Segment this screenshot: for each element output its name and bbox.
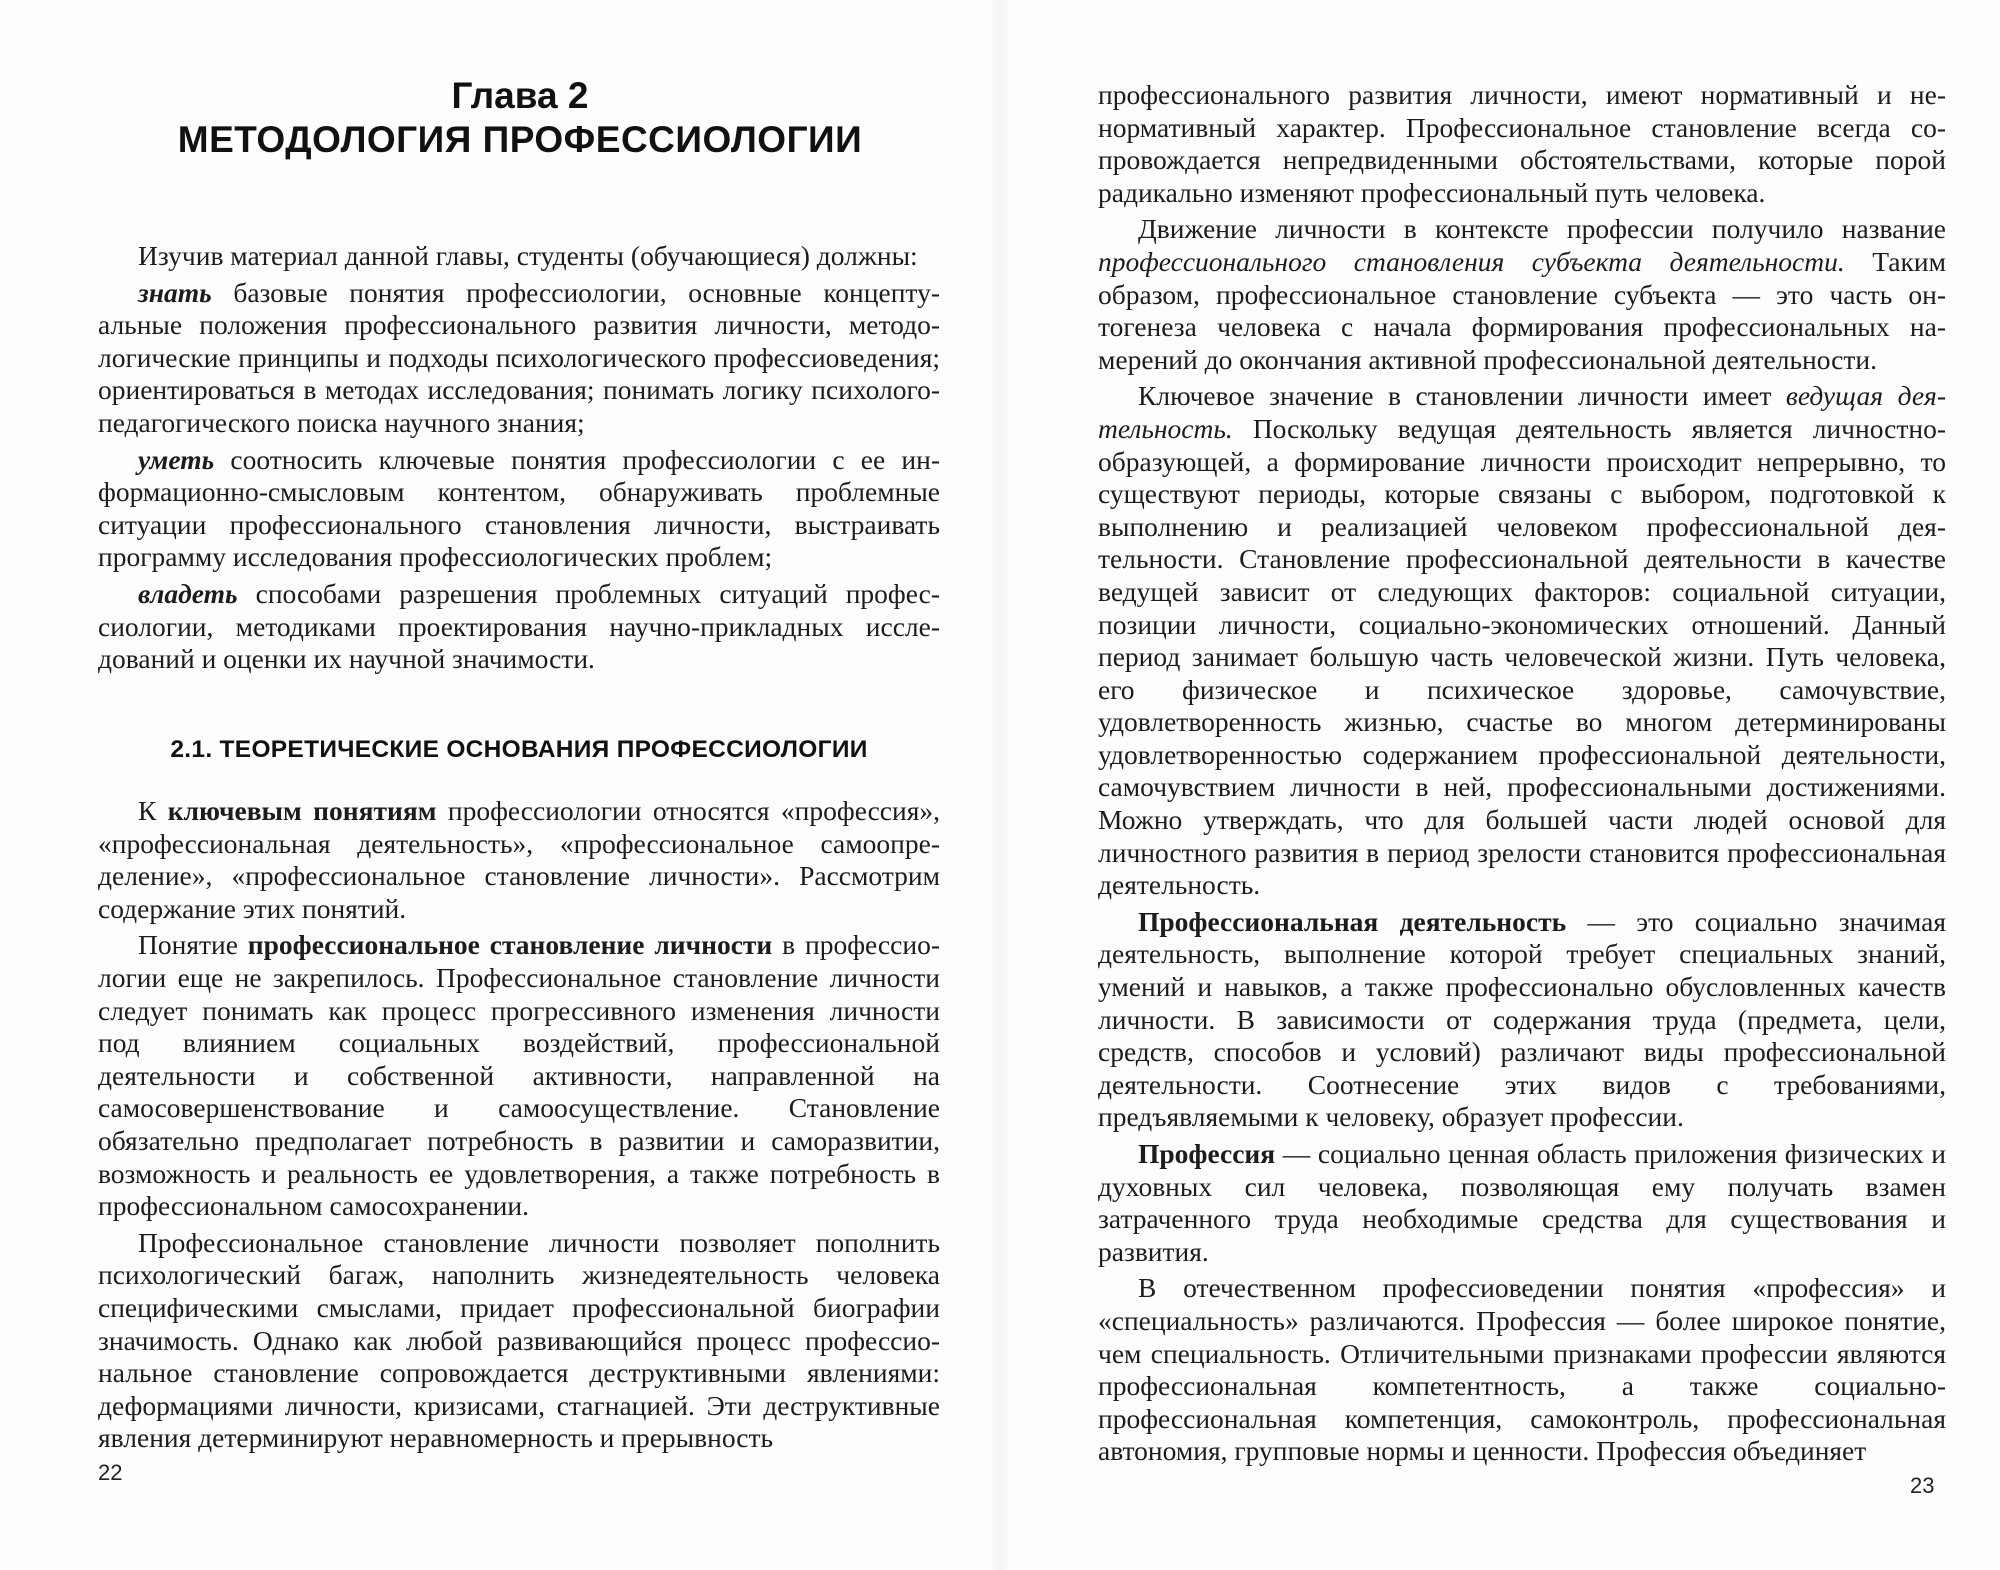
objective-own-text: способами разрешения проблемных ситуаций профессиологии, методиками проектирования научно-прикладных исследований и оценки их научной значимости. (98, 577, 940, 675)
term-professional-formation: профессиональное становление личности (247, 929, 773, 961)
objective-own (98, 578, 940, 676)
section-title: 2.1. ТЕОРЕТИЧЕСКИЕ ОСНОВАНИЯ ПРОФЕССИОЛОГИИ (170, 736, 868, 763)
paragraph-subject-formation-post: Таким образом, профессиональное становление субъекта — это часть онтогенеза человека с начала формирования профессиональных намерений до окончания активной профессиональной деятельности. (1098, 245, 1946, 375)
paragraph-key-concepts (98, 795, 940, 925)
paragraph-continuation: профессионального развития личности, имеют нормативный и ненормативный характер. Профессиональное становление всегда сопровождается непредвиденными обстоятельствами, которые порой радикально изменяют профессиональный путь человека. (1098, 79, 1946, 208)
objectives-intro: Изучив материал данной главы, студенты (обучающиеся) должны: (138, 240, 918, 271)
page-number-left: 22 (98, 1460, 123, 1485)
term-leading-activity: ведущая деятельность. (1098, 380, 1946, 444)
paragraph-leading-activity-pre: Ключевое значение в становлении личности имеет (1138, 380, 1786, 412)
objective-know-term: знать (138, 276, 212, 308)
paragraph-subject-formation-pre: Движение личности в контексте профессии получило название (1138, 213, 1946, 245)
chapter-label: Глава 2 (451, 75, 589, 116)
left-body-text (98, 795, 940, 1459)
term-professional-activity: Профессиональная деятельность (1138, 905, 1567, 937)
paragraph-formation-post: в профессиологии еще не закрепилось. Профессиональное становление личности следует понимать как процесс прогрессивного изменения личности под влиянием социальных воздействий, профессиональной деятельности и собственной активности, направленной на самосовершенствование и самоосуществление. Становление обязательно предполагает потребность в развитии и саморазвитии, возможность и реальность ее удовлетворения, а также потребность в профессиональном самосохранении. (98, 929, 940, 1222)
paragraph-professional-activity (1098, 906, 1946, 1134)
objective-can-text: соотносить ключевые понятия профессиологии с ее информационно-смысловым контентом, обнаруживать проблемные ситуации профессионального становления личности, выстраивать программу исследования профессиологических проблем; (98, 443, 940, 573)
paragraph-leading-activity (1098, 380, 1946, 902)
paragraph-formation-pre: Понятие (138, 929, 248, 961)
paragraph-destructive: Профессиональное становление личности позволяет пополнить психологический багаж, наполнить жизнедеятельность человека специфическими смыслами, придает профессиональной биографии значимость. Однако как любой развивающийся процесс профессиональное становление сопровождается деструктивными явлениями: деформациями личности, кризисами, стагнацией. Эти деструктивные явления детерминируют неравномерность и прерывность (98, 1226, 940, 1454)
paragraph-profession-vs-specialty: В отечественном профессиоведении понятия «профессия» и «специальность» различаются. Профессия — более широкое понятие, чем специальность. Отличительными признаками профессии являются профессиональная компетентность, а также социально-профессиональная компетенция, самоконтроль, профессиональная автономия, групповые нормы и ценности. Профессия объединяет (1098, 1272, 1946, 1467)
term-key-concepts: ключевым понятиям (167, 795, 437, 826)
objective-know-text: базовые понятия профессиологии, основные концептуальные положения профессионального развития личности, методологические принципы и подходы психологического профессиоведения; ориентироваться в методах исследования; понимать логику психолого-педагогического поиска научного знания; (98, 276, 940, 438)
paragraph-professional-activity-post: — это социально значимая деятельность, выполнение которой требует специальных знаний, умений и навыков, а также профессионально обусловленных качеств личности. В зависимости от содержания труда (предмета, цели, средств, способов и условий) различают виды профессиональной деятельности. Соотнесение этих видов с требованиями, предъявляемыми к человеку, образует профессии. (1098, 905, 1946, 1133)
chapter-title: МЕТОДОЛОГИЯ ПРОФЕССИОЛОГИИ (177, 119, 863, 160)
paragraph-formation (98, 929, 940, 1222)
paragraph-key-concepts-pre: К (138, 795, 168, 826)
term-profession: Профессия (1138, 1138, 1276, 1169)
chapter-heading (100, 74, 940, 162)
paragraph-leading-activity-post: Поскольку ведущая деятельность является личностнообразующей, а формирование личности происходит непрерывно, то существуют периоды, которые связаны с выбором, подготовкой к выполнению и реализацией человеком профессиональной деятельности. Становление профессиональной деятельности в качестве ведущей зависит от следующих факторов: социальной ситуации, позиции личности, социально-экономических отношений. Данный период занимает большую часть человеческой жизни. Путь человека, его физическое и психическое здоровье, самочувствие, удовлетворенность жизнью, счастье во многом детерминированы удовлетворенностью содержанием профессиональной деятельности, самочувствием личности в ней, профессиональными достижениями. Можно утверждать, что для большей части людей основой для личностного развития в период зрелости становится профессиональная деятельность. (1098, 412, 1946, 901)
learning-objectives (98, 240, 940, 680)
objective-own-term: владеть (138, 577, 238, 609)
page-number-right: 23 (1910, 1473, 1935, 1498)
objective-can-term: уметь (138, 443, 215, 475)
right-body-text (1098, 79, 1946, 1472)
objective-know (98, 277, 940, 440)
paragraph-subject-formation (1098, 213, 1946, 376)
right-page (1000, 0, 2000, 1570)
paragraph-key-concepts-post: профессиологии относятся «профессия», «профессиональная деятельность», «профессиональное самоопределение», «профессиональное становление личности». Рассмотрим содержание этих понятий. (98, 795, 940, 924)
paragraph-profession-post: — социально ценная область приложения физических и духовных сил человека, позволяющая ему получать взамен затраченного труда необходимые средства для существования и развития. (1098, 1138, 1946, 1267)
term-subject-formation: профессионального становления субъекта деятельности. (1098, 245, 1845, 277)
objective-can (98, 444, 940, 574)
paragraph-profession (1098, 1138, 1946, 1268)
